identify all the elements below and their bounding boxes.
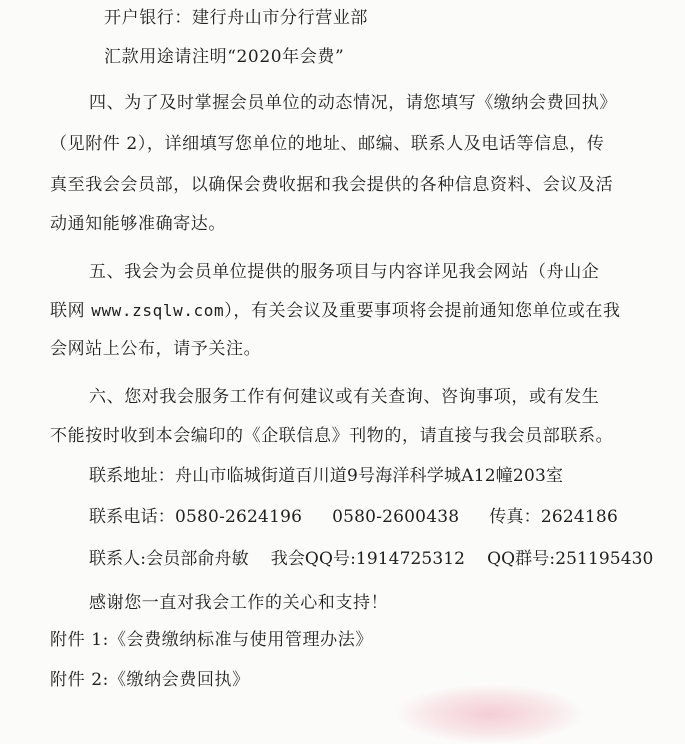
qq-number: 我会QQ号:1914725312: [270, 549, 466, 569]
red-seal-stamp: [395, 684, 585, 744]
fax-number: 传真：2624186: [489, 507, 618, 527]
remit-note-line: 汇款用途请注明“2020年会费”: [104, 47, 345, 67]
attachment-1: 附件 1:《会费缴纳标准与使用管理办法》: [50, 630, 373, 650]
paragraph-5-prefix: 联网: [50, 301, 92, 321]
attachment-2: 附件 2:《缴纳会费回执》: [50, 670, 250, 690]
contact-person: 联系人:会员部俞舟敏: [89, 549, 249, 569]
phone-label: 联系电话：: [89, 507, 175, 527]
paragraph-5-line-3: 会网站上公布，请予关注。: [50, 339, 262, 359]
address-line: 联系地址：舟山市临城街道百川道9号海洋科学城A12幢203室: [89, 466, 564, 486]
paragraph-6-line-1: 六、您对我会服务工作有何建议或有关查询、咨询事项，或有发生: [89, 387, 600, 407]
thanks-line: 感谢您一直对我会工作的关心和支持！: [89, 593, 389, 613]
qq-group-number: QQ群号:251195430: [487, 549, 654, 569]
paragraph-5-line-2: [0, 301, 685, 321]
paragraph-4-line-1: 四、为了及时掌握会员单位的动态情况，请您填写《缴纳会费回执》: [89, 93, 617, 113]
paragraph-5-line-1: 五、我会为会员单位提供的服务项目与内容详见我会网站（舟山企: [89, 262, 600, 282]
phone-number-1: 0580-2624196: [175, 507, 303, 527]
website-link[interactable]: www.zsqlw.com: [91, 301, 225, 320]
contact-line: [0, 549, 685, 569]
phone-line: [0, 507, 685, 527]
phone-number-2: 0580-2600438: [332, 507, 460, 527]
paragraph-4-line-4: 动通知能够准确寄达。: [50, 214, 226, 234]
paragraph-6-line-2: 不能按时收到本会编印的《企联信息》刊物的，请直接与我会员部联系。: [50, 426, 614, 446]
paragraph-4-line-2: （见附件 2），详细填写您单位的地址、邮编、联系人及电话等信息，传: [50, 134, 605, 154]
paragraph-5-suffix: ），有关会议及重要事项将会提前通知您单位或在我: [224, 301, 621, 321]
paragraph-4-line-3: 真至我会会员部，以确保会费收据和我会提供的各种信息资料、会议及活: [50, 175, 614, 195]
bank-line: 开户银行：建行舟山市分行营业部: [104, 8, 368, 28]
